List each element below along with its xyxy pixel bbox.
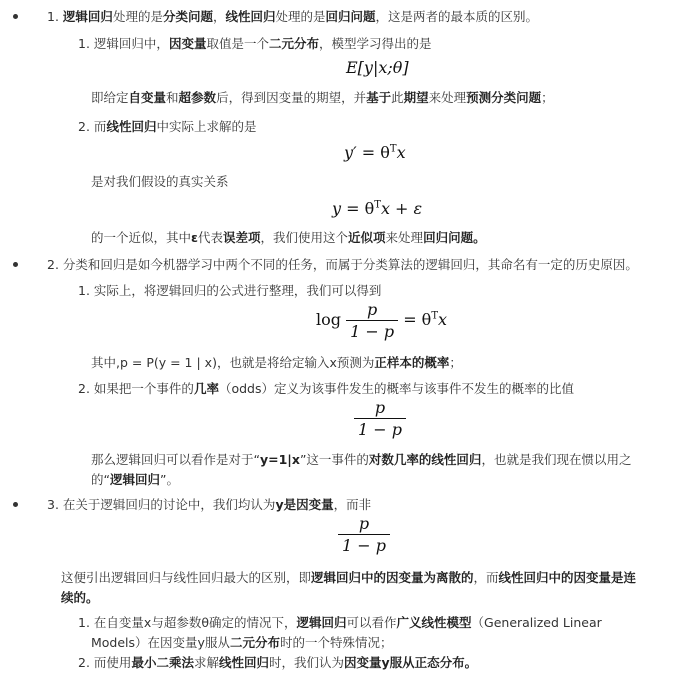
bold-term: 最小二乘法 — [131, 655, 194, 670]
bullet-1 — [13, 14, 18, 19]
s1b-line1 — [78, 117, 256, 135]
text: ， — [212, 9, 226, 24]
bold-term: 自变量 — [128, 90, 167, 105]
bold-term: 因变量y服从正态分布。 — [344, 655, 478, 670]
bold-term: y=1|x — [259, 452, 300, 467]
s2a-line2 — [91, 353, 462, 371]
text: 后，得到因变量的期望，并 — [216, 90, 367, 105]
bold-term: 误差项 — [223, 230, 261, 245]
s1b-line3 — [91, 228, 486, 246]
denominator: 1 − p — [338, 534, 390, 555]
text: 代表 — [197, 230, 223, 245]
text: ，我们使用这个 — [260, 230, 349, 245]
text: 处理的是 — [275, 9, 326, 24]
fraction — [338, 514, 390, 555]
s2a-line1 — [78, 281, 381, 299]
text: ，而 — [473, 570, 499, 585]
numerator: p — [358, 514, 370, 533]
s1a-line2 — [91, 88, 554, 106]
text: ； — [541, 90, 554, 105]
s2b-line1 — [78, 379, 574, 397]
formula-text: = θ — [346, 199, 375, 218]
text: （odds）定义为该事件发生的概率与该事件不发生的概率的比值 — [218, 381, 574, 396]
text: 可以看作 — [346, 615, 397, 630]
item-number: 2. — [78, 381, 90, 396]
formula-text: T — [389, 143, 397, 155]
s3a-line1 — [78, 613, 602, 631]
s3b-line1 — [78, 653, 477, 671]
text: ，这是两者的最本质的区别。 — [375, 9, 539, 24]
text: 中实际上求解的是 — [156, 119, 257, 134]
formula-text: x — [437, 310, 448, 329]
bold-term: 线性回归 — [106, 119, 157, 134]
text: 和 — [166, 90, 179, 105]
text: 取值是一个 — [206, 36, 269, 51]
s2b-line2 — [91, 450, 631, 468]
bold-term: 正样本的概率 — [374, 355, 450, 370]
item-number: 1. — [78, 615, 90, 630]
s1a-line1 — [78, 34, 432, 52]
text: 其中,p = P(y = 1 | x)，也就是将给定输入x预测为 — [91, 355, 375, 370]
section-3-line3 — [61, 588, 99, 606]
formula-text: x — [396, 143, 406, 162]
bold-term: 线性回归中的因变量是连 — [498, 570, 637, 585]
text: 而 — [93, 119, 107, 134]
bold-term: 逻辑回归 — [62, 9, 113, 24]
bold-term: 基于 — [366, 90, 392, 105]
bold-term: 线性回归 — [218, 655, 269, 670]
item-number: 2. — [47, 257, 59, 272]
formula-expectation — [346, 58, 409, 77]
text: 是对我们假设的真实关系 — [91, 174, 229, 189]
formula-odds — [354, 398, 406, 439]
item-number: 3. — [47, 497, 59, 512]
text: Models）在因变量y服从 — [91, 635, 230, 650]
text: 来处理 — [385, 230, 424, 245]
text: ； — [449, 355, 462, 370]
bold-term: 分类问题 — [162, 9, 213, 24]
text: ”这一事件的 — [299, 452, 369, 467]
text: 时的一个特殊情况； — [279, 635, 393, 650]
text: ，模型学习得出的是 — [318, 36, 432, 51]
text: ，而非 — [333, 497, 372, 512]
formula-text: = θ — [361, 143, 390, 162]
text: 在关于逻辑回归的讨论中，我们均认为 — [62, 497, 276, 512]
bold-term: ε — [191, 230, 198, 245]
bold-term: 回归问题 — [325, 9, 376, 24]
item-number: 1. — [47, 9, 59, 24]
bold-term: 续的。 — [61, 590, 99, 605]
formula-logit — [316, 300, 447, 341]
formula-text: y — [332, 199, 342, 218]
item-number: 1. — [78, 283, 90, 298]
text: 那么逻辑回归可以看作是对于“ — [91, 452, 260, 467]
bold-term: 二元分布 — [229, 635, 280, 650]
text: ，也就是我们现在惯以用之 — [481, 452, 632, 467]
bold-term: 预测分类问题 — [466, 90, 542, 105]
bold-term: 回归问题。 — [423, 230, 486, 245]
bold-term: 超参数 — [178, 90, 217, 105]
text: 的“ — [91, 472, 110, 487]
text: 来处理 — [428, 90, 467, 105]
bullet-2 — [13, 262, 18, 267]
denominator: 1 − p — [346, 320, 398, 341]
bold-term: 对数几率的线性回归 — [368, 452, 482, 467]
bold-term: 因变量 — [168, 36, 207, 51]
s3a-line2 — [91, 633, 392, 651]
section-3-line1 — [47, 495, 371, 513]
text: 此 — [391, 90, 404, 105]
numerator: p — [374, 398, 386, 417]
bold-term: 几率 — [193, 381, 219, 396]
formula-text: log — [316, 310, 341, 329]
item-number: 2. — [78, 119, 90, 134]
s1b-line2 — [91, 172, 229, 190]
text: 而使用 — [93, 655, 132, 670]
formula-y-prime — [344, 143, 406, 162]
fraction — [354, 398, 406, 439]
text: 在自变量x与超参数θ确定的情况下， — [93, 615, 297, 630]
section-1-line — [47, 7, 538, 25]
text: 处理的是 — [112, 9, 163, 24]
bold-term: 逻辑回归中的因变量为离散的 — [311, 570, 474, 585]
formula-text: T — [374, 199, 381, 211]
formula-text: y′ — [344, 143, 357, 162]
text: 如果把一个事件的 — [93, 381, 194, 396]
text: 的一个近似，其中 — [91, 230, 192, 245]
bold-term: 线性回归 — [225, 9, 276, 24]
bold-term: y是因变量 — [275, 497, 334, 512]
bold-term: 广义线性模型 — [396, 615, 472, 630]
text: ”。 — [160, 472, 179, 487]
formula-text: T — [431, 310, 438, 322]
text: 时，我们认为 — [268, 655, 344, 670]
text: 求解 — [193, 655, 219, 670]
bold-term: 二元分布 — [268, 36, 319, 51]
bold-term: 逻辑回归 — [296, 615, 347, 630]
section-3-line2 — [61, 568, 636, 586]
formula-text: E[y|x;θ] — [346, 58, 409, 77]
bold-term: 近似项 — [348, 230, 386, 245]
section-2-line — [47, 255, 638, 273]
item-number: 2. — [78, 655, 90, 670]
numerator: p — [366, 300, 378, 319]
text: 分类和回归是如今机器学习中两个不同的任务，而属于分类算法的逻辑回归，其命名有一定的历史原因。 — [62, 257, 638, 272]
text: 这便引出逻辑回归与线性回归最大的区别，即 — [61, 570, 312, 585]
text: 即给定 — [91, 90, 129, 105]
formula-text: x + ε — [380, 199, 423, 218]
bullet-3 — [13, 502, 18, 507]
item-number: 1. — [78, 36, 90, 51]
denominator: 1 − p — [354, 418, 406, 439]
text: 实际上，将逻辑回归的公式进行整理，我们可以得到 — [93, 283, 382, 298]
formula-odds-2 — [338, 514, 390, 555]
formula-text: = θ — [403, 310, 432, 329]
fraction — [346, 300, 398, 341]
formula-y-true — [332, 199, 422, 218]
bold-term: 逻辑回归 — [109, 472, 160, 487]
text: 逻辑回归中， — [93, 36, 169, 51]
bold-term: 期望 — [403, 90, 429, 105]
s2b-line3 — [91, 470, 179, 488]
text: （Generalized Linear — [471, 615, 602, 630]
